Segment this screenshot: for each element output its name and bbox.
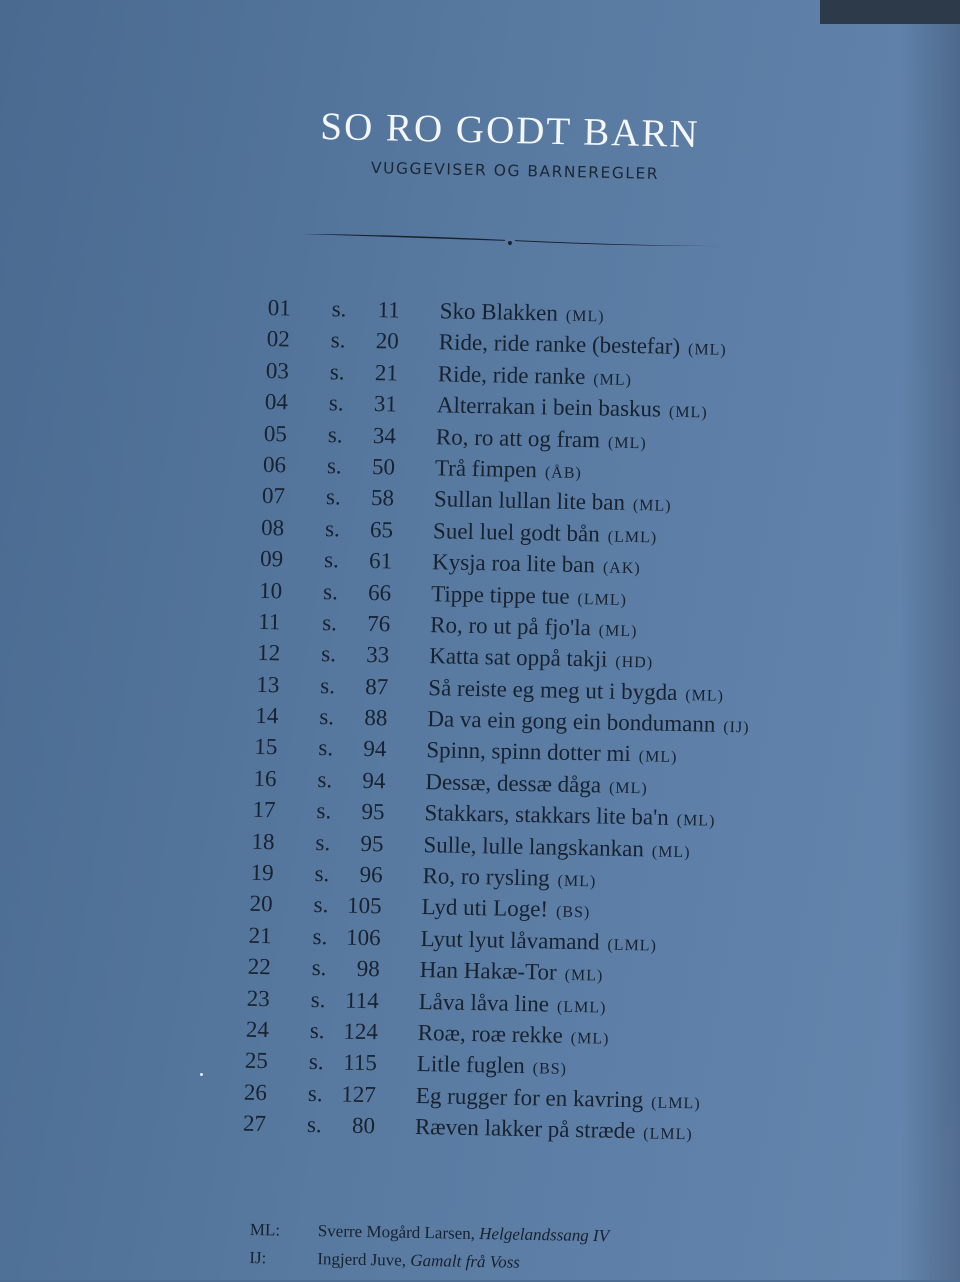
toc-source-code: (LML) [577,591,627,609]
toc-row [260,546,261,577]
toc-source-code: (ML) [633,497,672,515]
toc-number: 18 [251,828,274,854]
toc-page-prefix: s. [329,390,344,416]
toc-title-group [430,612,638,642]
toc-page-number: 95 [348,799,384,826]
toc-page-prefix: s. [323,579,338,605]
toc-page-prefix: s. [307,1112,322,1138]
toc-page-prefix: s. [325,516,340,542]
toc-song-title: Ræven lakker på stræde [415,1114,636,1143]
toc-source-code: (ML) [669,404,708,422]
toc-row [243,1111,244,1142]
toc-number: 16 [253,766,276,792]
toc-song-title: Sko Blakken [439,298,558,325]
toc-row [258,609,259,640]
toc-number: 15 [254,734,277,760]
footnote-person: Sverre Mogård Larsen, [318,1221,476,1243]
toc-page-prefix: s. [319,704,334,730]
toc-page-prefix: s. [324,547,339,573]
toc-song-title: Stakkars, stakkars lite ba'n [424,800,669,830]
toc-number: 10 [259,577,282,603]
toc-page-number: 105 [345,893,381,920]
toc-page-prefix: s. [308,1081,323,1107]
toc-page-prefix: s. [320,673,335,699]
toc-page-prefix: s. [322,610,337,636]
toc-page-number: 33 [353,642,389,669]
toc-page-prefix: s. [310,1018,325,1044]
toc-title-group [415,1114,693,1145]
footnote-source [317,1249,520,1273]
toc-page-prefix: s. [326,484,341,510]
toc-row [245,1048,246,1079]
toc-source-code: (LML) [557,998,607,1016]
toc-row [256,672,257,703]
toc-song-title: Ro, ro ut på fjo'la [430,612,591,640]
toc-page-number: 94 [349,768,385,795]
page-subtitle: VUGGEVISER OG BARNEREGLER [300,157,730,184]
toc-page-prefix: s. [315,830,330,856]
corner-shadow [820,0,960,24]
toc-page-number: 96 [346,862,382,889]
toc-title-group [422,863,596,892]
toc-source-code: (LML) [643,1126,693,1144]
toc-song-title: Ro, ro rysling [422,863,550,890]
toc-page-number: 88 [351,705,387,732]
toc-title-group [438,361,633,391]
toc-page-number: 124 [342,1019,378,1046]
toc-page-prefix: s. [312,924,327,950]
toc-number: 01 [268,295,291,321]
toc-source-code: (LML) [607,936,657,954]
page-title: SO RO GODT BARN [240,102,781,158]
toc-page-number: 98 [343,956,379,983]
toc-source-code: (LML) [651,1094,701,1112]
toc-source-code: (ML) [571,1030,610,1048]
toc-number: 13 [256,672,279,698]
toc-number: 20 [249,891,272,917]
toc-title-group [434,487,672,518]
toc-page-prefix: s. [321,641,336,667]
toc-song-title: Roæ, roæ rekke [418,1020,563,1048]
divider-dot [508,241,512,245]
toc-page-number: 21 [362,360,398,387]
toc-song-title: Tippe tippe tue [431,581,570,609]
toc-number: 07 [262,483,285,509]
toc-title-group [428,675,724,707]
toc-title-group [416,1083,701,1114]
toc-page-prefix: s. [316,798,331,824]
toc-row [244,1079,245,1110]
footnote-book-title: Gamalt frå Voss [410,1251,520,1272]
toc-number: 24 [246,1017,269,1043]
toc-page-prefix: s. [317,767,332,793]
toc-page-number: 61 [356,548,392,575]
toc-row [255,703,256,734]
table-of-contents [252,295,268,1142]
toc-page-number: 76 [354,611,390,638]
toc-row [264,421,265,452]
toc-page-number: 66 [355,579,391,606]
toc-title-group [420,926,657,957]
toc-source-code: (ML) [566,308,605,326]
toc-source-code: (ML) [652,843,691,861]
toc-number: 22 [248,954,271,980]
toc-title-group [433,518,658,548]
toc-title-group [437,392,708,423]
toc-row [266,358,267,389]
toc-row [265,389,266,420]
toc-row [266,326,267,357]
toc-page-number: 34 [360,422,396,449]
toc-page-number: 127 [340,1081,376,1108]
toc-song-title: Suel luel godt bån [433,518,600,546]
toc-song-title: Låva låva line [419,989,550,1016]
toc-row [251,828,252,859]
toc-row [249,891,250,922]
toc-song-title: Spinn, spinn dotter mi [426,738,631,767]
toc-page-prefix: s. [309,1049,324,1075]
toc-title-group [425,769,648,799]
toc-row [252,797,253,828]
ornamental-divider [300,223,720,257]
toc-source-code: (ML) [599,622,638,640]
toc-title-group [439,298,604,327]
toc-page-number: 114 [343,987,379,1014]
toc-title-group [424,800,715,832]
toc-title-group [423,832,690,863]
toc-song-title: Ride, ride ranke (bestefar) [439,330,681,360]
toc-number: 02 [267,326,290,352]
toc-page-prefix: s. [313,892,328,918]
divider-rule-left [300,233,505,241]
toc-page-number: 95 [347,830,383,857]
toc-row [257,640,258,671]
toc-song-title: Så reiste eg meg ut i bygda [428,675,678,705]
toc-page-number: 87 [352,673,388,700]
toc-page-number: 11 [363,297,399,324]
toc-song-title: Katta sat oppå takji [429,643,608,671]
toc-source-code: (LML) [608,528,658,546]
toc-number: 04 [265,389,288,415]
toc-source-code: (ÅB) [545,464,582,482]
page-edge-shadow [900,0,960,1280]
toc-row [267,295,268,326]
paper-speck [200,1073,203,1076]
toc-song-title: Han Hakæ-Tor [419,957,556,985]
toc-number: 26 [244,1079,267,1105]
toc-source-code: (ML) [564,967,603,985]
toc-page-number: 31 [361,391,397,418]
toc-source-code: (ML) [557,873,596,891]
toc-source-code: (AK) [603,560,641,578]
toc-title-group [418,1020,610,1050]
toc-source-code: (ML) [685,687,724,705]
toc-title-group [429,643,653,673]
toc-number: 17 [252,797,275,823]
toc-title-group [436,424,647,454]
toc-song-title: Dessæ, dessæ dåga [425,769,601,797]
toc-row [246,985,247,1016]
toc-page-prefix: s. [311,987,326,1013]
toc-song-title: Litle fuglen [417,1051,525,1078]
toc-page-number: 80 [339,1113,375,1140]
toc-title-group [431,581,627,611]
toc-page-number: 20 [363,328,399,355]
toc-song-title: Ride, ride ranke [438,361,586,389]
toc-source-code: (IJ) [723,719,750,737]
toc-number: 23 [247,985,270,1011]
toc-page-prefix: s. [311,955,326,981]
toc-page-prefix: s. [331,296,346,322]
toc-row [248,923,249,954]
toc-page-number: 115 [341,1050,377,1077]
toc-page-number: 106 [344,924,380,951]
toc-source-code: (ML) [608,434,647,452]
toc-source-code: (ML) [688,341,727,359]
toc-source-code: (ML) [677,812,716,830]
toc-song-title: Eg rugger for en kavring [416,1083,644,1112]
toc-title-group [419,957,603,987]
toc-title-group [426,738,678,769]
toc-source-code: (ML) [639,749,678,767]
toc-row [245,1017,246,1048]
toc-row [259,577,260,608]
toc-row [263,452,264,483]
toc-page-prefix: s. [314,861,329,887]
toc-number: 05 [264,421,287,447]
toc-title-group [432,549,641,579]
toc-number: 03 [266,358,289,384]
toc-source-code: (HD) [615,654,653,672]
toc-row [261,515,262,546]
footnotes [249,1220,250,1276]
toc-page-number: 65 [357,516,393,543]
toc-page-number: 58 [358,485,394,512]
toc-row [253,766,254,797]
toc-number: 12 [257,640,280,666]
toc-song-title: Ro, ro att og fram [436,424,601,452]
toc-title-group [427,706,750,738]
toc-song-title: Trå fimpen [435,455,537,482]
toc-page-prefix: s. [318,736,333,762]
toc-number: 25 [245,1048,268,1074]
toc-number: 08 [261,515,284,541]
footnote-person: Ingjerd Juve, [317,1249,406,1270]
toc-source-code: (BS) [556,904,591,922]
toc-page-number: 50 [359,454,395,481]
toc-page-prefix: s. [331,328,346,354]
toc-title-group [417,1051,568,1080]
divider-rule-right [515,240,720,247]
toc-number: 21 [248,923,271,949]
toc-song-title: Alterrakan i bein baskus [437,392,662,421]
toc-page-prefix: s. [327,453,342,479]
toc-source-code: (ML) [593,371,632,389]
toc-number: 19 [250,860,273,886]
toc-number: 06 [263,452,286,478]
toc-number: 14 [255,703,278,729]
footnote-abbreviation: IJ: [249,1248,266,1268]
toc-number: 11 [258,609,281,635]
toc-source-code: (BS) [533,1061,568,1079]
toc-page-number: 94 [350,736,386,763]
toc-song-title: Lyd uti Loge! [421,894,548,921]
footnote-source [318,1221,610,1246]
toc-song-title: Lyut lyut låvamand [420,926,599,954]
toc-title-group [419,989,607,1019]
toc-source-code: (ML) [609,779,648,797]
toc-song-title: Sulle, lulle langskankan [423,832,644,861]
toc-row [250,860,251,891]
toc-page-prefix: s. [328,422,343,448]
toc-title-group [421,894,590,923]
toc-song-title: Sullan lullan lite ban [434,487,625,516]
toc-row [254,734,255,765]
toc-song-title: Kysja roa lite ban [432,549,595,577]
footnote-abbreviation: ML: [250,1220,281,1241]
toc-row [247,954,248,985]
toc-title-group [439,330,727,362]
footnote-book-title: Helgelandssang IV [479,1224,609,1245]
toc-number: 09 [260,546,283,572]
toc-page-prefix: s. [330,359,345,385]
toc-number: 27 [243,1111,266,1137]
toc-song-title: Da va ein gong ein bondumann [427,706,716,737]
toc-row [262,483,263,514]
toc-title-group [435,455,582,484]
